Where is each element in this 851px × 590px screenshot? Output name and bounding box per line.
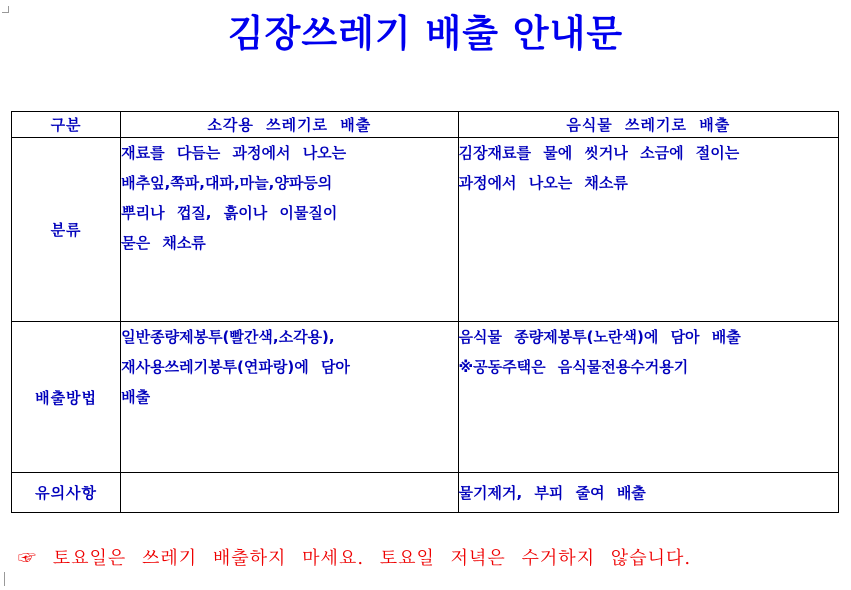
cell-text-line: 김장재료를 물에 씻거나 소금에 절이는: [458, 144, 740, 162]
header-category: 구분: [12, 112, 121, 138]
document-title: 김장쓰레기 배출 안내문: [227, 12, 624, 55]
table-row-disposal-method: [12, 322, 839, 473]
cell-text-line: 묻은 채소류: [121, 234, 206, 252]
cell-text-line: ※공동주택은 음식물전용수거용기: [458, 358, 689, 376]
cell-text-line: 배추잎,쪽파,대파,마늘,양파등의: [121, 174, 333, 192]
cell-text-line: 일반종량제봉투(빨간색,소각용),: [121, 328, 335, 346]
precautions-food-cell: [458, 473, 838, 513]
header-food-waste: 음식물 쓰레기로 배출: [458, 112, 838, 138]
cell-text-line: 과정에서 나오는 채소류: [458, 174, 628, 192]
table-row-classification: [12, 138, 839, 322]
precautions-incinerable-cell: [121, 473, 458, 513]
table-header-row: [12, 112, 839, 138]
disposal-guide-table: [11, 111, 839, 513]
saturday-notice: ☞ 토요일은 쓰레기 배출하지 마세요. 토요일 저녁은 수거하지 않습니다.: [18, 548, 692, 569]
header-incinerable: 소각용 쓰레기로 배출: [121, 112, 458, 138]
classification-food-cell: [458, 138, 838, 322]
method-food-cell: [458, 322, 838, 473]
cell-text-line: 뿌리나 껍질, 흙이나 이물질이: [121, 204, 338, 222]
method-incinerable-cell: [121, 322, 458, 473]
row-label-disposal-method: 배출방법: [12, 322, 121, 473]
cell-text-line: 음식물 종량제봉투(노란색)에 담아 배출: [458, 328, 741, 346]
cell-text-line: 재사용쓰레기봉투(연파랑)에 담아: [121, 358, 350, 376]
row-label-precautions: 유의사항: [12, 473, 121, 513]
cell-text-line: 배출: [121, 388, 151, 406]
classification-incinerable-cell: [121, 138, 458, 322]
table-row-precautions: [12, 473, 839, 513]
page-corner-mark: [4, 572, 5, 586]
cell-text-line: 물기제거, 부피 줄여 배출: [458, 483, 646, 502]
cell-text-line: 재료를 다듬는 과정에서 나오는: [121, 144, 347, 162]
row-label-classification: 분류: [12, 138, 121, 322]
